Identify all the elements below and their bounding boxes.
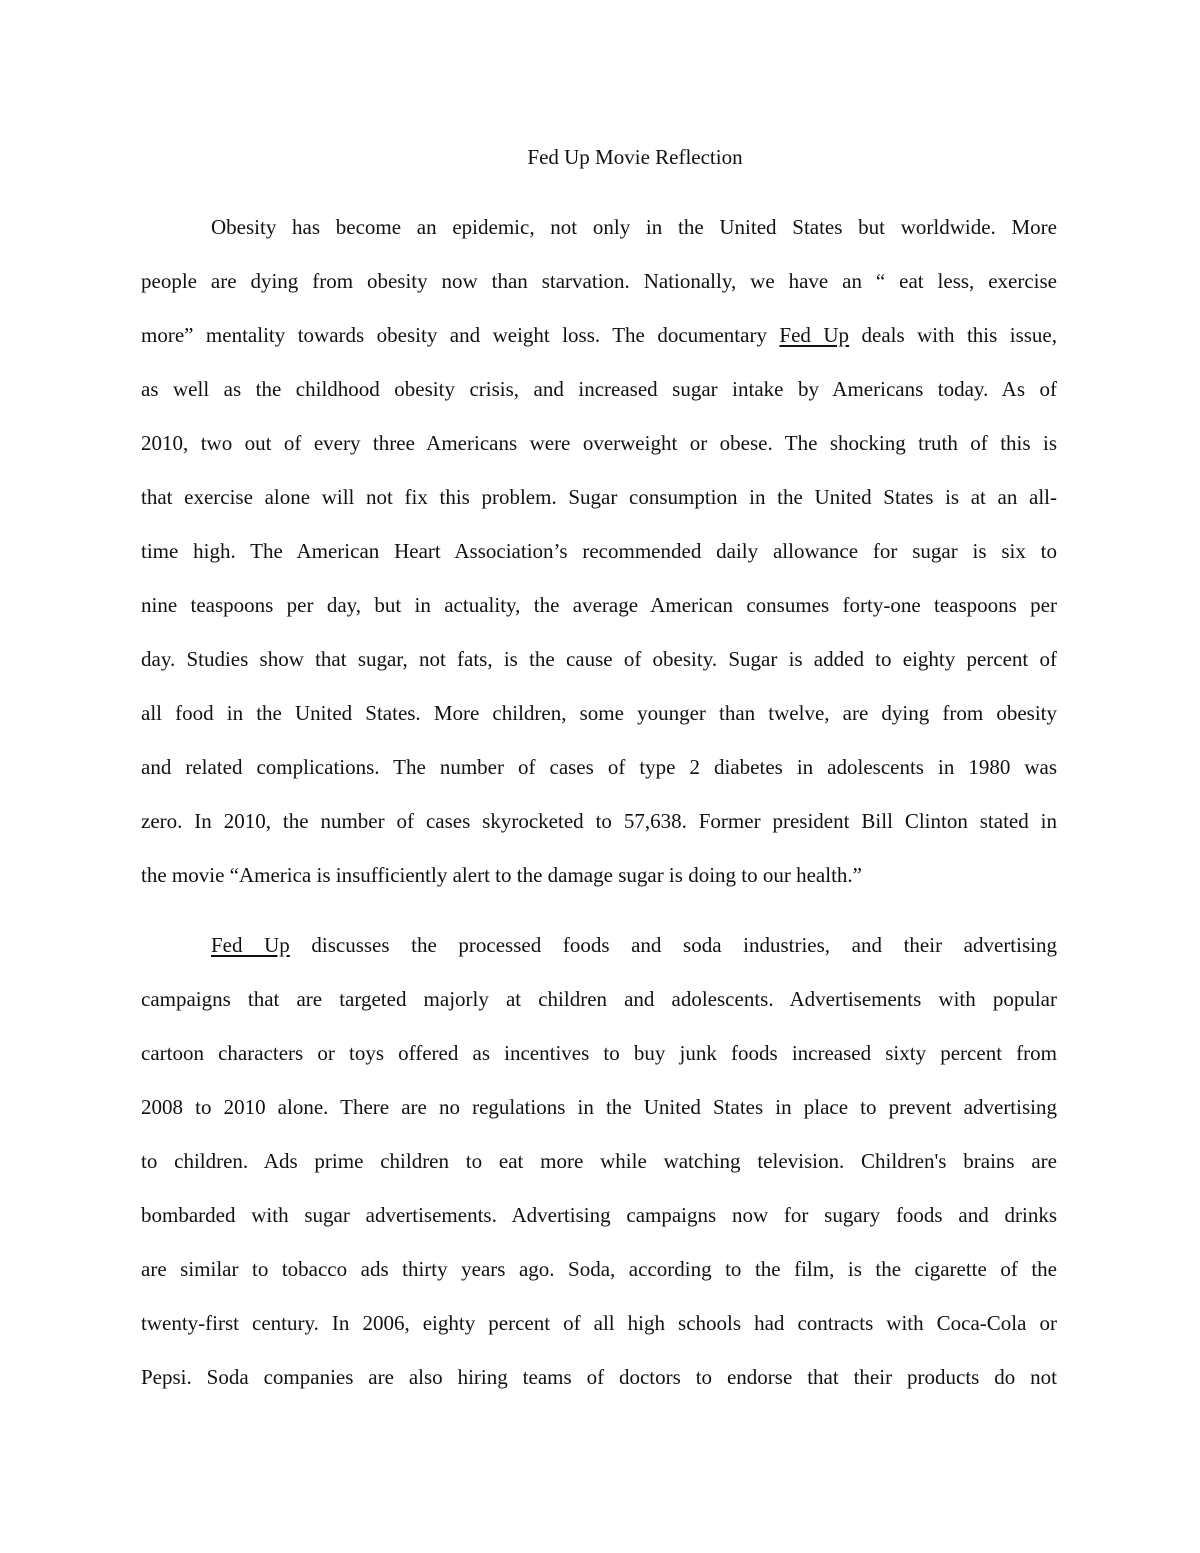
paragraph-1-line-8: nine teaspoons per day, but in actuality, the average American consumes forty-one teaspoons per — [141, 593, 1057, 617]
paragraph-1-line-1: Obesity has become an epidemic, not only in the United States but worldwide. More — [211, 215, 1057, 239]
paragraph-2-line-5: to children. Ads prime children to eat more while watching television. Children's brains are — [141, 1149, 1057, 1173]
paragraph-1-line-13: the movie “America is insufficiently alert to the damage sugar is doing to our health.” — [141, 863, 862, 887]
paragraph-1-line-3: more” mentality towards obesity and weight loss. The documentary Fed Up deals with this issue, — [141, 323, 1057, 347]
paragraph-1-line-11: and related complications. The number of cases of type 2 diabetes in adolescents in 1980 was — [141, 755, 1057, 779]
paragraph-1-line-6: that exercise alone will not fix this problem. Sugar consumption in the United States is at an all- — [141, 485, 1057, 509]
paragraph-2-line-2: campaigns that are targeted majorly at children and adolescents. Advertisements with popular — [141, 987, 1057, 1011]
paragraph-2-line-6: bombarded with sugar advertisements. Advertising campaigns now for sugary foods and drinks — [141, 1203, 1057, 1227]
paragraph-1-line-10: all food in the United States. More children, some younger than twelve, are dying from obesity — [141, 701, 1057, 725]
paragraph-2-line-9: Pepsi. Soda companies are also hiring teams of doctors to endorse that their products do not — [141, 1365, 1057, 1389]
paragraph-2-line-7: are similar to tobacco ads thirty years ago. Soda, according to the film, is the cigarette of the — [141, 1257, 1057, 1281]
paragraph-2-line-8: twenty-first century. In 2006, eighty percent of all high schools had contracts with Coca-Cola or — [141, 1311, 1057, 1335]
paragraph-1-line-2: people are dying from obesity now than starvation. Nationally, we have an “ eat less, exercise — [141, 269, 1057, 293]
paragraph-1-line-5: 2010, two out of every three Americans were overweight or obese. The shocking truth of this is — [141, 431, 1057, 455]
paragraph-1-line-9: day. Studies show that sugar, not fats, is the cause of obesity. Sugar is added to eighty percent of — [141, 647, 1057, 671]
paragraph-2-line-1: Fed Up discusses the processed foods and soda industries, and their advertising — [211, 933, 1057, 957]
paragraph-2-line-3: cartoon characters or toys offered as incentives to buy junk foods increased sixty percent from — [141, 1041, 1057, 1065]
paragraph-1-line-7: time high. The American Heart Association’s recommended daily allowance for sugar is six to — [141, 539, 1057, 563]
paragraph-1-line-12: zero. In 2010, the number of cases skyrocketed to 57,638. Former president Bill Clinton stated in — [141, 809, 1057, 833]
document-title: Fed Up Movie Reflection — [527, 145, 743, 169]
paragraph-1-line-4: as well as the childhood obesity crisis, and increased sugar intake by Americans today. As of — [141, 377, 1057, 401]
film-title-underlined: Fed Up — [779, 323, 850, 347]
film-title-underlined: Fed Up — [211, 933, 290, 957]
paragraph-2-line-4: 2008 to 2010 alone. There are no regulations in the United States in place to prevent advertising — [141, 1095, 1057, 1119]
